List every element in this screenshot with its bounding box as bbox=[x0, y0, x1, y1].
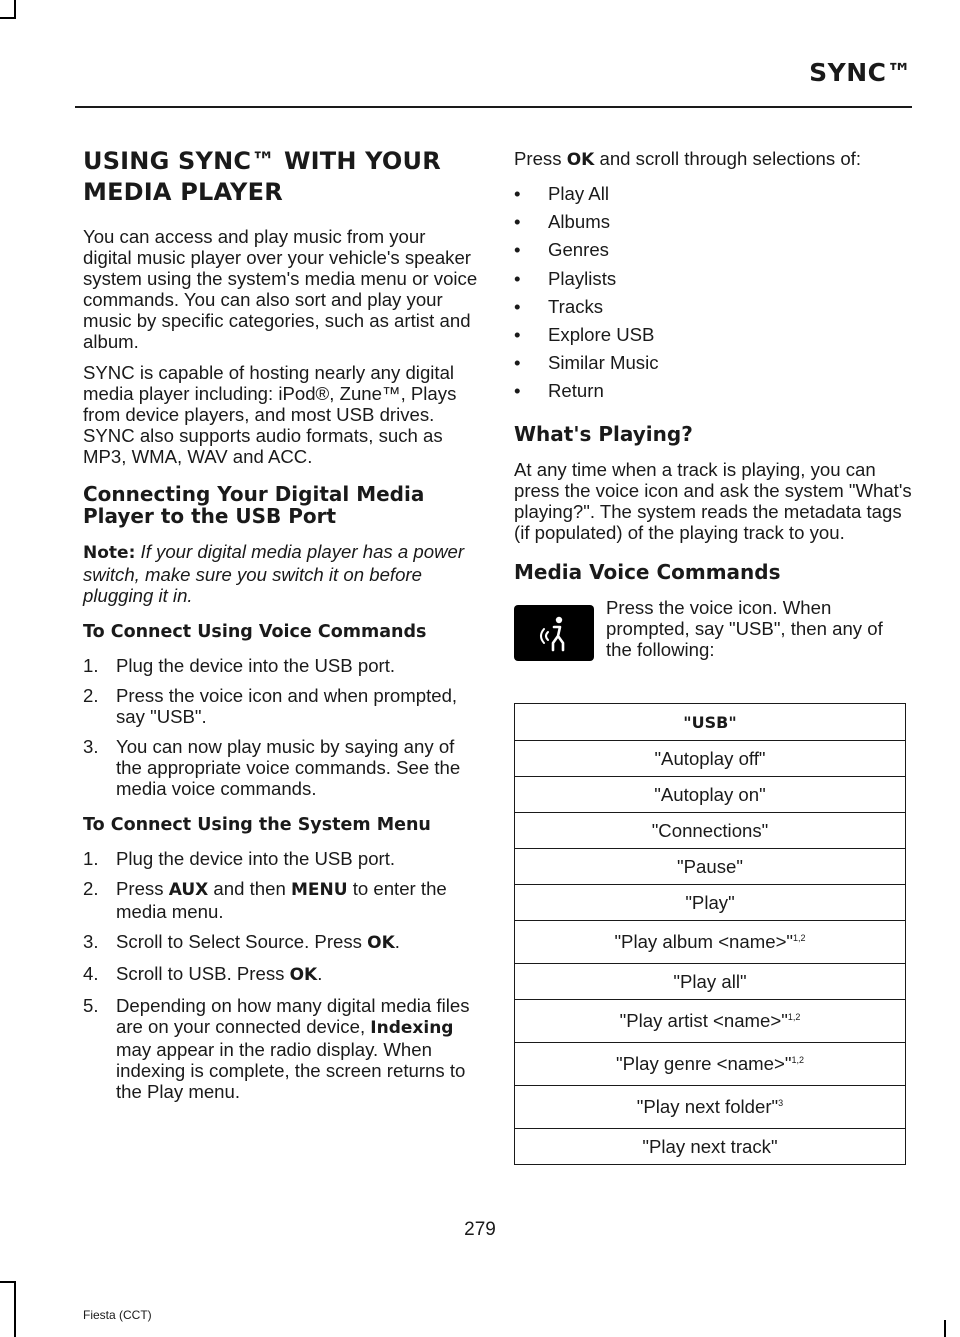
step-number: 5. bbox=[83, 995, 99, 1016]
command-text: "Play" bbox=[685, 891, 735, 913]
selection-label: Similar Music bbox=[548, 352, 659, 374]
intro-text: and scroll through selections of: bbox=[594, 148, 861, 169]
step-number: 1. bbox=[83, 655, 99, 676]
command-text: "Play album <name>" bbox=[614, 931, 794, 952]
selection-label: Play All bbox=[548, 183, 609, 204]
ok-key-label: OK bbox=[566, 150, 595, 170]
command-text: "Play next folder" bbox=[636, 1096, 779, 1117]
table-cell bbox=[515, 1129, 906, 1165]
note bbox=[83, 541, 478, 606]
table-row bbox=[515, 964, 906, 1000]
table-cell bbox=[515, 777, 906, 813]
menu-key-label: MENU bbox=[290, 880, 348, 900]
command-text: "Play next track" bbox=[642, 1135, 778, 1157]
footnote-ref: 3 bbox=[778, 1098, 784, 1108]
table-row bbox=[515, 1000, 906, 1043]
step-number: 4. bbox=[83, 963, 99, 984]
command-text: "Pause" bbox=[677, 855, 743, 877]
command-text: "Play all" bbox=[673, 970, 747, 992]
step-text: Press the voice icon and when prompted, say "USB". bbox=[116, 685, 458, 727]
bullet: • bbox=[514, 323, 521, 345]
bullet: • bbox=[514, 183, 521, 204]
table-cell bbox=[515, 964, 906, 1000]
right-column bbox=[514, 142, 912, 679]
voice-steps-list bbox=[83, 655, 478, 799]
table-row bbox=[515, 741, 906, 777]
table-cell bbox=[515, 741, 906, 777]
list-item bbox=[514, 239, 912, 267]
table-cell bbox=[515, 921, 906, 964]
list-item bbox=[83, 655, 478, 676]
selection-label: Return bbox=[548, 380, 604, 402]
list-item bbox=[83, 685, 478, 727]
crop-mark-top-left-h bbox=[0, 17, 16, 19]
footer-model-label: Fiesta (CCT) bbox=[83, 1308, 152, 1322]
step-text: . bbox=[317, 963, 323, 984]
table-row bbox=[515, 1086, 906, 1129]
step-text: Depending on how many digital media files are on your connected device, bbox=[116, 995, 470, 1037]
media-voice-heading: Media Voice Commands bbox=[514, 559, 781, 584]
table-cell bbox=[515, 1086, 906, 1129]
table-row bbox=[515, 849, 906, 885]
step-text: Plug the device into the USB port. bbox=[116, 655, 396, 676]
command-text: "Play artist <name>" bbox=[619, 1010, 788, 1031]
list-item bbox=[514, 296, 912, 324]
table-row bbox=[515, 1129, 906, 1165]
crop-mark-top-left-v bbox=[14, 0, 16, 18]
step-number: 3. bbox=[83, 736, 99, 757]
step-number: 2. bbox=[83, 685, 99, 706]
left-column bbox=[83, 142, 478, 1114]
list-item bbox=[83, 995, 478, 1102]
selection-label: Explore USB bbox=[548, 323, 655, 345]
table-row bbox=[515, 1043, 906, 1086]
list-item bbox=[514, 324, 912, 352]
bullet: • bbox=[514, 380, 521, 402]
whats-playing-text: At any time when a track is playing, you can press the voice icon and ask the system "What's playing?". The system reads the metadata tags (if populated) of the playing track to you. bbox=[514, 458, 912, 543]
step-text: to enter the media menu. bbox=[116, 878, 447, 922]
table-cell bbox=[515, 849, 906, 885]
indexing-label: Indexing bbox=[370, 1018, 454, 1038]
voice-instruction bbox=[514, 597, 912, 679]
page-number: 279 bbox=[464, 1219, 496, 1240]
bullet: • bbox=[514, 267, 521, 289]
ok-key-label: OK bbox=[289, 965, 318, 985]
table-row bbox=[515, 777, 906, 813]
crop-mark-bottom-right-v bbox=[944, 1320, 946, 1337]
page-header-title: SYNC™ bbox=[809, 58, 912, 87]
footnote-ref: 1,2 bbox=[787, 1012, 801, 1022]
list-item bbox=[514, 268, 912, 296]
table-header-row bbox=[515, 704, 906, 741]
voice-icon-glyph bbox=[514, 605, 594, 661]
step-text: Scroll to USB. Press bbox=[116, 963, 290, 984]
step-text: You can now play music by saying any of the appropriate voice commands. See the media voice commands. bbox=[116, 736, 461, 799]
menu-connect-heading: To Connect Using the System Menu bbox=[83, 815, 431, 835]
table-header: "USB" bbox=[515, 704, 906, 741]
command-text: "Autoplay off" bbox=[654, 747, 766, 769]
step-text: . bbox=[394, 931, 400, 952]
voice-connect-heading: To Connect Using Voice Commands bbox=[83, 622, 427, 642]
voice-icon bbox=[514, 605, 594, 661]
table-cell bbox=[515, 885, 906, 921]
table-cell bbox=[515, 813, 906, 849]
bullet: • bbox=[514, 211, 521, 233]
step-text: Press bbox=[116, 878, 169, 899]
step-number: 2. bbox=[83, 878, 99, 899]
bullet: • bbox=[514, 239, 521, 261]
table-row bbox=[515, 813, 906, 849]
connect-heading: Connecting Your Digital Media Player to the USB Port bbox=[83, 482, 425, 528]
list-item bbox=[83, 963, 478, 986]
menu-steps-list bbox=[83, 848, 478, 1102]
step-text: Plug the device into the USB port. bbox=[116, 848, 396, 869]
intro-paragraph-2: SYNC is capable of hosting nearly any digital media player including: iPod®, Zune™, Plays from device players, and most USB drives. SYNC also supports audio formats, such as MP3, WMA, WAV and ACC. bbox=[83, 362, 457, 467]
list-item bbox=[514, 380, 912, 408]
selections-list bbox=[514, 183, 912, 409]
intro-paragraph-1: You can access and play music from your digital music player over your vehicle's speaker system using the system's media menu or voice commands. You can also sort and play your music by specific categories, such as artist and album. bbox=[83, 226, 478, 352]
table-row bbox=[515, 885, 906, 921]
section-heading: USING SYNC™ WITH YOUR MEDIA PLAYER bbox=[83, 147, 441, 206]
note-text: If your digital media player has a power switch, make sure you switch it on before plugging it in. bbox=[83, 541, 465, 606]
table-row bbox=[515, 921, 906, 964]
list-item bbox=[514, 211, 912, 239]
list-item bbox=[514, 352, 912, 380]
table-cell bbox=[515, 1000, 906, 1043]
command-text: "Connections" bbox=[651, 819, 769, 841]
whats-playing-heading: What's Playing? bbox=[514, 421, 693, 446]
press-ok-intro bbox=[514, 148, 912, 171]
voice-commands-table bbox=[514, 703, 906, 1165]
command-text: "Autoplay on" bbox=[654, 783, 766, 805]
step-text: and then bbox=[208, 878, 291, 899]
header-rule bbox=[75, 106, 912, 108]
step-number: 1. bbox=[83, 848, 99, 869]
step-text: may appear in the radio display. When indexing is complete, the screen returns to the Play menu. bbox=[116, 1039, 466, 1102]
selection-label: Albums bbox=[548, 211, 611, 233]
list-item bbox=[83, 878, 478, 922]
aux-key-label: AUX bbox=[168, 880, 209, 900]
list-item bbox=[514, 183, 912, 211]
list-item bbox=[83, 931, 478, 954]
table-cell bbox=[515, 1043, 906, 1086]
ok-key-label: OK bbox=[367, 933, 395, 953]
bullet: • bbox=[514, 295, 521, 317]
step-number: 3. bbox=[83, 931, 99, 952]
list-item bbox=[83, 848, 478, 869]
selection-label: Tracks bbox=[548, 295, 604, 317]
command-text: "Play genre <name>" bbox=[615, 1053, 792, 1074]
crop-mark-bottom-left-h bbox=[0, 1281, 16, 1283]
footnote-ref: 1,2 bbox=[791, 1055, 804, 1065]
intro-text: Press bbox=[514, 148, 567, 169]
voice-instruction-text: Press the voice icon. When prompted, say "USB", then any of the following: bbox=[606, 596, 883, 660]
bullet: • bbox=[514, 352, 521, 374]
selection-label: Genres bbox=[548, 239, 609, 261]
note-label: Note: bbox=[83, 543, 136, 563]
step-text: Scroll to Select Source. Press bbox=[116, 931, 368, 952]
crop-mark-bottom-left-v bbox=[14, 1281, 16, 1337]
footnote-ref: 1,2 bbox=[793, 933, 806, 943]
selection-label: Playlists bbox=[548, 267, 617, 289]
list-item bbox=[83, 736, 478, 799]
